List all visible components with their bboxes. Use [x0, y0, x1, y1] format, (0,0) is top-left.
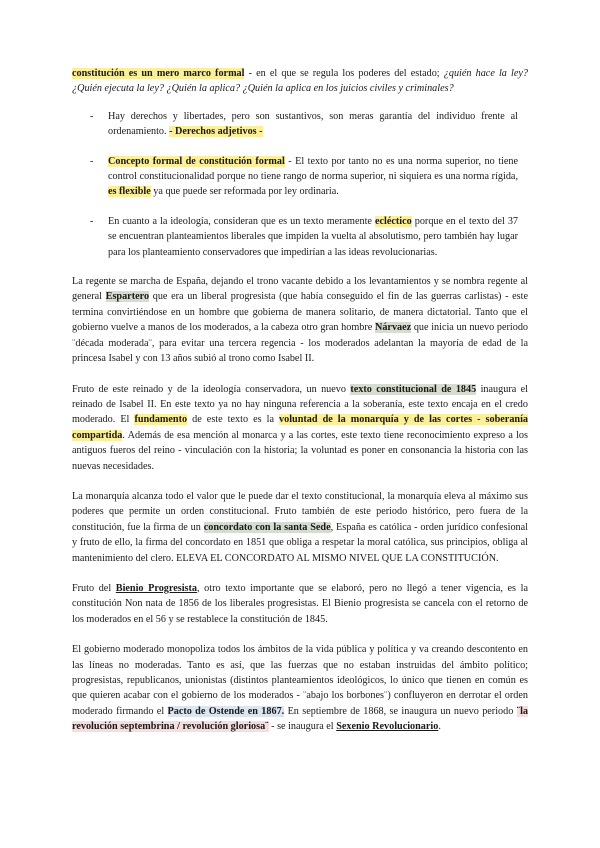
bullet-concepto-formal — [108, 154, 518, 200]
highlight-fundamento: fundamento — [134, 414, 188, 426]
text: porque en el texto del 37 se encuentran planteamientos liberales que impiden la vuelta al absolutismo, pero también hay lugar para los planteamiento conservadores que impedirían a las ideas revolucionarias. — [108, 215, 519, 258]
highlight-concordato: concordato con la santa Sede — [203, 521, 331, 533]
text: ya que puede ser reformada por ley ordinaria. — [150, 186, 339, 198]
bullet-ideologia — [108, 214, 518, 260]
text: Hay derechos y libertades, pero son sustantivos, son meras garantía del individuo frente al ordenamiento. — [108, 110, 518, 138]
paragraph-1845 — [72, 382, 528, 474]
text: El gobierno moderado monopoliza todos los ámbitos de la vida pública y política y va creando descontento en las líneas no moderadas. Tanto es así, que las fuerzas que no estaban instruidas del ámbito político; progresistas, republicanos, unionistas (distintos planteamientos ideológicos, lo único que tienen en común es que quieren acabar con el gobierno de los moderados - ¨abajo los borbones¨) confluyeron en derrotar el orden moderado firmando el — [72, 644, 528, 717]
highlight-eclectico: ecléctico — [374, 215, 412, 227]
underline-bienio-progresista: Bienio Progresista — [115, 582, 197, 594]
bullet-derechos — [108, 109, 518, 140]
italic-questions: ¿quién hace la ley? ¿Quién ejecuta la ley? ¿Quién la aplica? ¿Quién la aplica en los juicios civiles y criminales? — [72, 68, 528, 95]
highlight-espartero: Espartero — [105, 291, 150, 303]
text: inaugura el reinado de Isabel II. En este texto ya no hay ninguna referencia a la soberanía, este texto encaja en el credo moderado. El — [72, 383, 528, 426]
highlight-pacto-ostende: Pacto de Ostende en 1867. — [167, 705, 285, 717]
highlight-derechos-adjetivos: - Derechos adjetivos - — [169, 126, 263, 138]
highlight-concepto-formal: Concepto formal de constitución formal — [108, 155, 285, 167]
highlight-soberania-compartida: voluntad de la monarquía y de las cortes - soberanía compartida — [72, 414, 529, 441]
paragraph-espartero — [72, 274, 528, 366]
text: . Además de esa mención al monarca y a las cortes, este texto tiene reconocimiento expreso a los antiguos fueros del reino - vinculación con la historia; la voluntad es poner en consonancia la historia con las nuevas necesidades. — [72, 429, 528, 472]
text: - se inaugura el — [268, 721, 337, 733]
text: La regente se marcha de España, dejando el trono vacante debido a los levantamientos y se nombra regente al general — [72, 276, 528, 303]
bullet-list — [72, 109, 528, 260]
text: , España es católica - orden jurídico confesional y fruto de ello, la firma del concordato en 1851 que obliga a respetar la moral católica, sus principios, obliga al mantenimiento del clero. ELEVA EL CONCORDATO AL MISMO NIVEL QUE LA CONSTITUCIÓN. — [72, 521, 528, 564]
text: La monarquía alcanza todo el valor que le puede dar el texto constitucional, la monarquía eleva al máximo sus poderes que permite un orden constitucional. Fruto también de este periodo histórico, pero fuera de la constitución, fue la firma de un — [72, 490, 528, 533]
text: de este texto es la — [187, 414, 280, 426]
text: , otro texto importante que se elaboró, pero no llegó a tener vigencia, es la constitución Non nata de 1856 de los liberales progresistas. El Bienio progresista se cancela con el retorno de los moderados en el 56 y se restablece la constitución de 1845. — [72, 582, 528, 625]
text: En septiembre de 1868, se inaugura un nuevo periodo — [284, 705, 517, 717]
highlight-revolucion-gloriosa: ¨la revolución septembrina / revolución gloriosa¨ — [72, 705, 528, 733]
text: Fruto del — [72, 582, 116, 594]
text: que inicia un nuevo periodo ¨década moderada¨, para evitar una tercera regencia - los moderados adelantan la mayoría de edad de la princesa Isabel y con 13 años subió al trono como Isabel II. — [72, 322, 529, 365]
underline-sexenio: Sexenio Revolucionario — [336, 721, 439, 733]
text: En cuanto a la ideología, consideran que es un texto meramente — [108, 215, 375, 227]
paragraph-sexenio — [72, 642, 528, 734]
paragraph-concordato — [72, 489, 528, 566]
paragraph-bienio — [72, 581, 528, 627]
highlight-texto-1845: texto constitucional de 1845 — [350, 383, 477, 395]
highlight-flexible: es flexible — [108, 186, 151, 198]
text: - en el que se regula los poderes del estado; — [244, 68, 444, 79]
text: que era un liberal progresista (que había conseguido el fin de las guerras carlistas) - este termina convirtiéndose en un hombre que gobierna de manera solitario, de manera dictatorial. Tanto que el gobierno vuelve a manos de los moderados, a la cabeza otro gran hombre — [72, 291, 528, 334]
text: Fruto de este reinado y de la ideología conservadora, un nuevo — [72, 383, 351, 395]
text: . — [438, 721, 441, 733]
highlight-marco-formal: constitución es un mero marco formal — [72, 68, 245, 79]
highlight-narvaez: Nárvaez — [374, 322, 412, 334]
text: - El texto por tanto no es una norma superior, no tiene control constitucionalidad porque no tiene rango de norma superior, ni siquiera es una norma rígida, — [108, 155, 518, 183]
paragraph-intro — [72, 66, 528, 97]
